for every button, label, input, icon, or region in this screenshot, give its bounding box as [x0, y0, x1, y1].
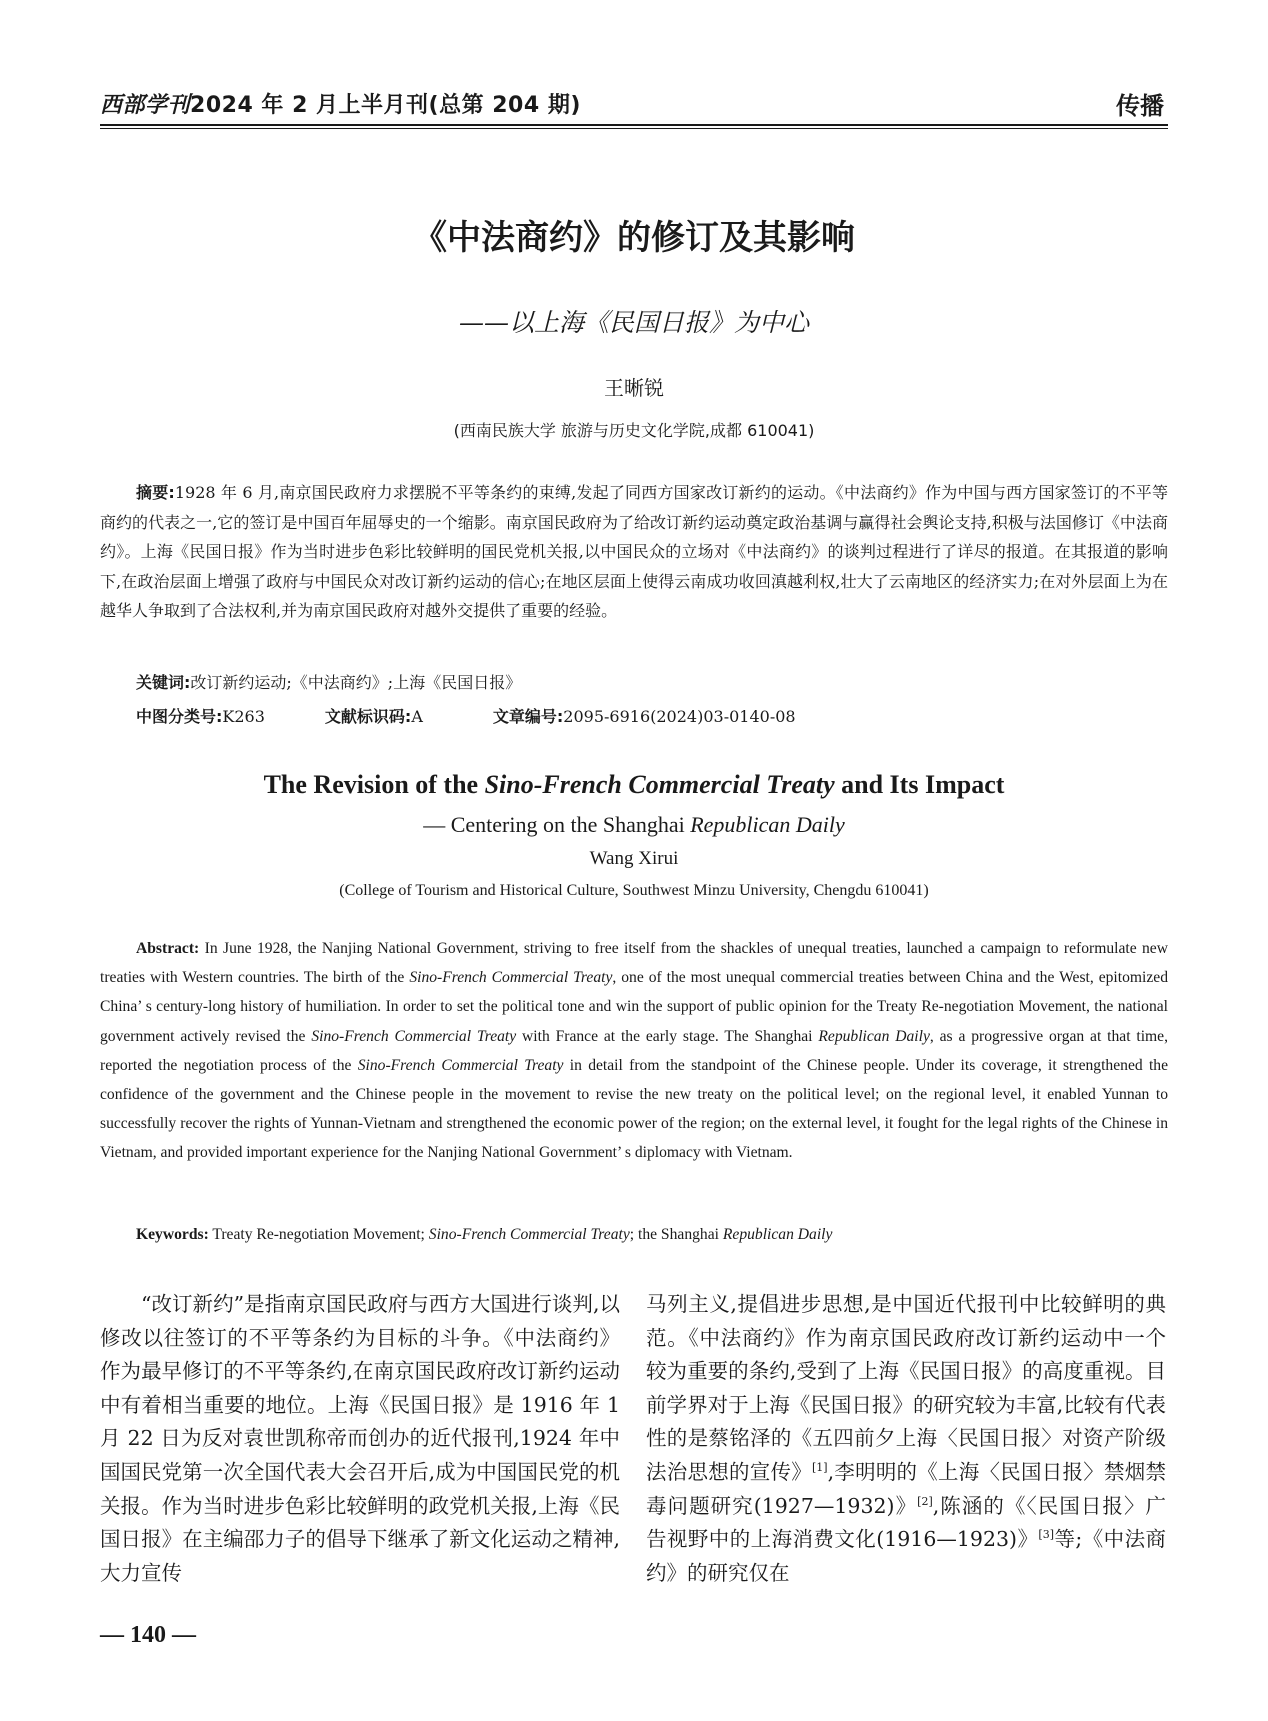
keywords-en-part: ; the Shanghai — [629, 1226, 723, 1243]
keywords-en-label: Keywords: — [136, 1226, 209, 1243]
abstract-en-label: Abstract: — [136, 940, 200, 957]
body-column-right — [646, 1288, 1166, 1590]
body-text: ,李明明的《上海〈民国日报〉禁烟禁毒问题研究(1927—1932)》 — [646, 1459, 1167, 1518]
abstract-en-part: with France at the early stage. The Shanghai — [516, 1027, 819, 1045]
keywords-en — [136, 1226, 832, 1244]
author-name: 王晰锐 — [604, 376, 664, 400]
body-text: 马列主义,提倡进步思想,是中国近代报刊中比较鲜明的典范。《中法商约》作为南京国民政府改订新约运动中一个较为重要的条约,受到了上海《民国日报》的高度重视。目前学界对于上海《民国日报》的研究较为丰富,比较有代表性的是蔡铭泽的《五四前夕上海〈民国日报〉对资产阶级法治思想的宣传》 — [646, 1292, 1166, 1484]
keywords-zh-label: 关键词: — [136, 673, 191, 692]
affiliation: (西南民族大学 旅游与历史文化学院,成都 610041) — [453, 421, 815, 440]
keywords-en-part: Treaty Re-negotiation Movement; — [208, 1226, 429, 1243]
clc-label: 中图分类号: — [136, 707, 223, 726]
english-subtitle-em: Republican Daily — [690, 812, 845, 837]
header-rule — [100, 124, 1168, 126]
abstract-zh-label: 摘要: — [136, 483, 175, 502]
english-affiliation: (College of Tourism and Historical Culture, Southwest Minzu University, Chengdu 610041) — [339, 882, 929, 899]
abstract-en-part: in detail from the standpoint of the Chinese people. Under its coverage, it strengthened the confidence of the government and the Chinese people in the movement to revise the new treaty on the political level; on the regional level, it enabled Yunnan to successfully recover the rights of Yunnan-Vietnam and strengthened the economic power of the region; on the external level, it fought for the legal rights of the Chinese in Vietnam, and provided important experience for the Nanjing National Government’ s diplomacy with Vietnam. — [100, 1056, 1169, 1162]
classification-row — [136, 704, 796, 727]
issue-info: 2024 年 2 月上半月刊(总第 204 期) — [190, 93, 581, 118]
section-label: 传播 — [1116, 92, 1164, 120]
english-title — [100, 770, 1168, 800]
body-column-left: “改订新约”是指南京国民政府与西方大国进行谈判,以修改以往签订的不平等条约为目标的斗争。《中法商约》作为最早修订的不平等条约,在南京国民政府改订新约运动中有着相当重要的地位。上海《民国日报》是 1916 年 1 月 22 日为反对袁世凯称帝而创办的近代报刊,1924 年中国国民党第一次全国代表大会召开后,成为中国国民党的机关报。作为当时进步色彩比较鲜明的政党机关报,上海《民国日报》在主编邵力子的倡导下继承了新文化运动之精神,大力宣传 — [100, 1292, 620, 1585]
english-title-em: Sino-French Commercial Treaty — [484, 770, 835, 799]
article-title: 《中法商约》的修订及其影响 — [413, 218, 855, 258]
page-number: — 140 — — [100, 1622, 196, 1648]
english-author: Wang Xirui — [589, 848, 679, 869]
article-subtitle: ——以上海《民国日报》为中心 — [458, 308, 809, 337]
english-title-pre: The Revision of the — [263, 770, 485, 799]
abstract-en-part: In June 1928, the Nanjing National Government, striving to free itself from the shackles of unequal treaties, launched a campaign to reformulate new treaties with Western countries. The birth of the — [100, 940, 1168, 987]
doc-code-label: 文献标识码: — [324, 707, 412, 726]
abstract-en-em: Republican Daily — [818, 1027, 930, 1045]
english-subtitle — [100, 812, 1168, 838]
running-header-left — [100, 88, 581, 119]
journal-logo: 西部学刊 — [100, 92, 191, 118]
abstract-en — [100, 934, 1168, 1168]
body-text: 等;《中法商约》的研究仅在 — [646, 1527, 1166, 1585]
article-no-label: 文章编号: — [492, 707, 564, 726]
header-rule-thin — [100, 128, 1168, 129]
abstract-en-em: Sino-French Commercial Treaty — [409, 969, 613, 987]
citation-ref[interactable]: [2] — [917, 1494, 933, 1508]
doc-code-value: A — [411, 707, 423, 726]
abstract-zh-text: 1928 年 6 月,南京国民政府力求摆脱不平等条约的束缚,发起了同西方国家改订新约的运动。《中法商约》作为中国与西方国家签订的不平等商约的代表之一,它的签订是中国百年屈辱史的一个缩影。南京国民政府为了给改订新约运动奠定政治基调与赢得社会舆论支持,积极与法国修订《中法商约》。上海《民国日报》作为当时进步色彩比较鲜明的国民党机关报,以中国民众的立场对《中法商约》的谈判过程进行了详尽的报道。在其报道的影响下,在政治层面上增强了政府与中国民众对改订新约运动的信心;在地区层面上使得云南成功收回滇越利权,壮大了云南地区的经济实力;在对外层面上为在越华人争取到了合法权利,并为南京国民政府对越外交提供了重要的经验。 — [100, 483, 1168, 620]
keywords-en-em: Republican Daily — [722, 1226, 833, 1243]
abstract-zh — [100, 478, 1168, 626]
article-no-value: 2095-6916(2024)03-0140-08 — [563, 707, 796, 726]
keywords-zh-text: 改订新约运动;《中法商约》;上海《民国日报》 — [190, 673, 522, 692]
citation-ref[interactable]: [1] — [811, 1461, 828, 1475]
clc-value: K263 — [222, 707, 265, 726]
body-text: ,陈涵的《〈民国日报〉广告视野中的上海消费文化(1916—1923)》 — [646, 1493, 1166, 1552]
citation-ref[interactable]: [3] — [1038, 1528, 1055, 1542]
keywords-zh — [136, 670, 521, 693]
english-title-post: and Its Impact — [834, 770, 1005, 799]
abstract-en-part: , one of the most unequal commercial treaties between China and the West, epitomized China’ s century-long history of humiliation. In order to set the political tone and win the support of public opinion for the Treaty Re-negotiation Movement, the national government actively revised the — [100, 969, 1168, 1045]
abstract-en-em: Sino-French Commercial Treaty — [357, 1056, 564, 1074]
keywords-en-em: Sino-French Commercial Treaty — [428, 1226, 630, 1243]
english-subtitle-pre: — Centering on the Shanghai — [423, 812, 691, 837]
abstract-en-em: Sino-French Commercial Treaty — [311, 1027, 517, 1045]
abstract-en-part: , as a progressive organ at that time, reported the negotiation process of the — [100, 1027, 1169, 1074]
